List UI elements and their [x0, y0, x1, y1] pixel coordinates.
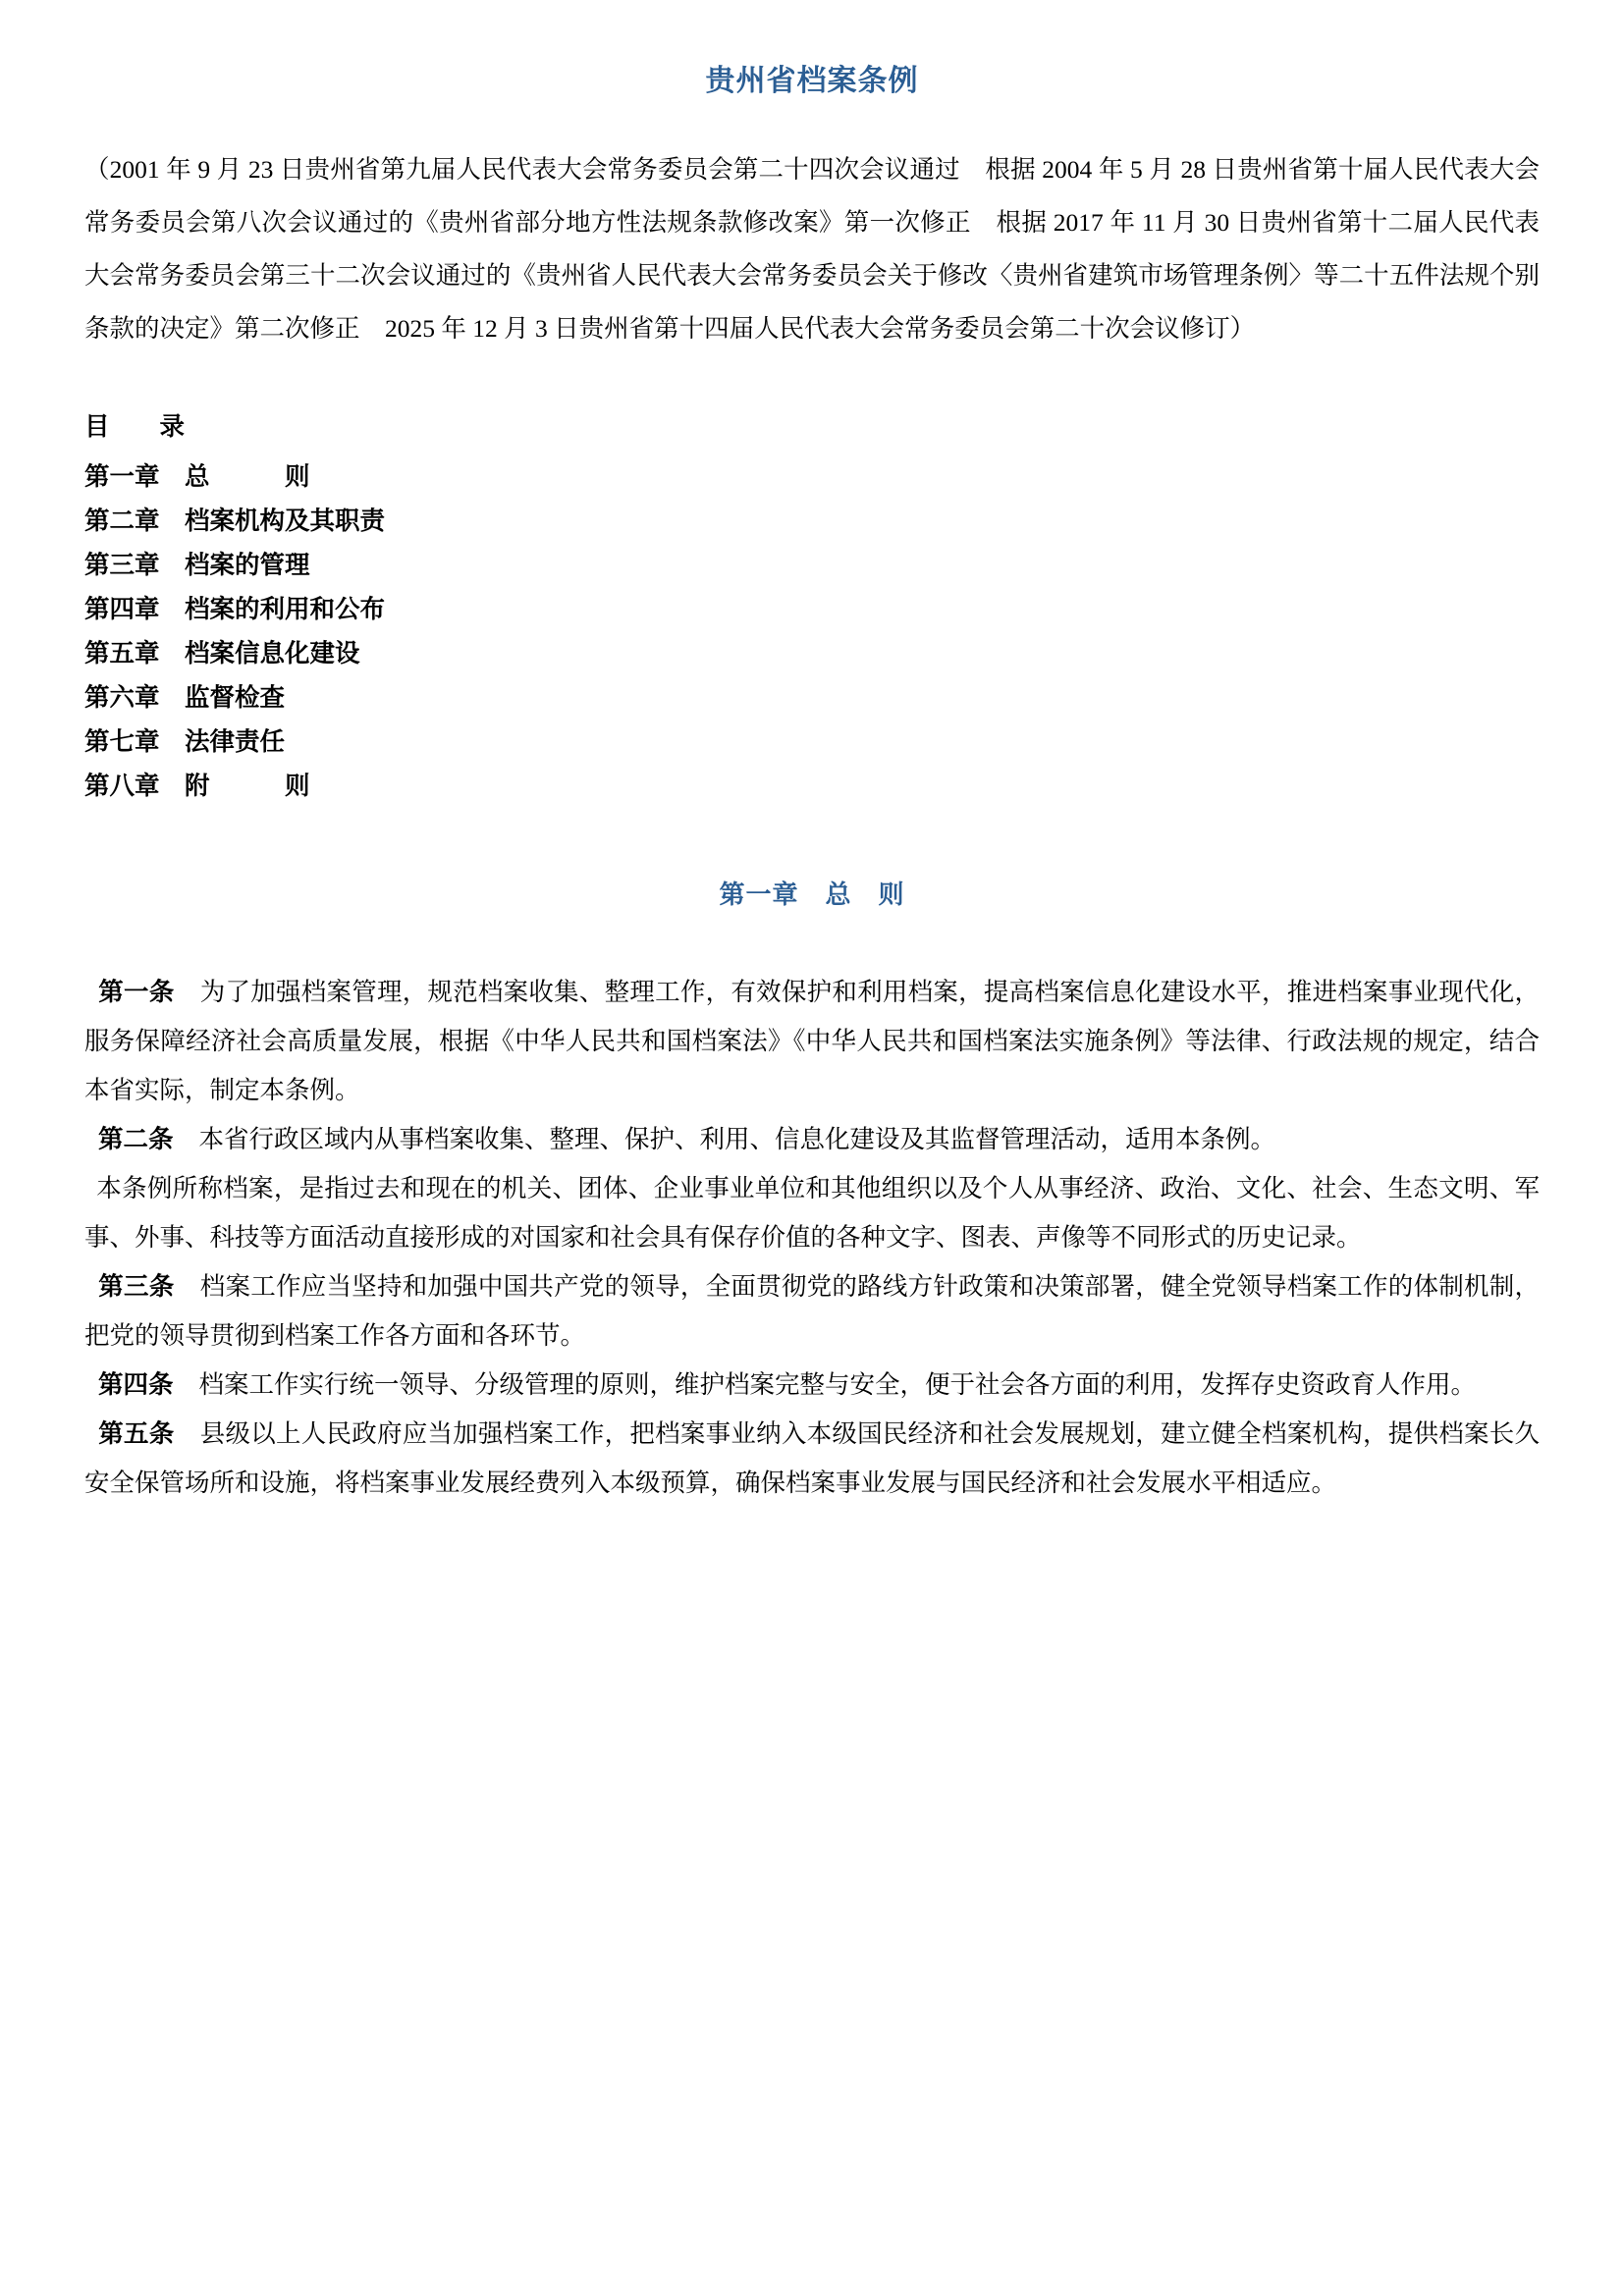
article-2 — [84, 1115, 1540, 1164]
article-4-number: 第四条 — [98, 1370, 174, 1401]
preamble-text: （2001 年 9 月 23 日贵州省第九届人民代表大会常务委员会第二十四次会议通过 根据 2004 年 5 月 28 日贵州省第十届人民代表大会常务委员会第八次会议通过的《贵州省部分地方性法规条款修改案》第一次修正 根据 2017 年 11 月 30 日贵州省第十二届人民代表大会常务委员会第三十二次会议通过的《贵州省人民代表大会常务委员会关于修改〈贵州省建筑市场管理条例〉等二十五件法规个别条款的决定》第二次修正 2025 年 12 月 3 日贵州省第十四届人民代表大会常务委员会第二十次会议修订） — [84, 155, 1540, 343]
article-5-number: 第五条 — [98, 1419, 175, 1450]
article-1-number: 第一条 — [98, 978, 175, 1008]
toc-item-chapter-5[interactable]: 第五章 档案信息化建设 — [84, 639, 360, 668]
article-4 — [84, 1361, 1540, 1410]
article-3-number: 第三条 — [98, 1272, 175, 1303]
article-2-paragraph-2-text: 本条例所称档案，是指过去和现在的机关、团体、企业事业单位和其他组织以及个人从事经济、政治、文化、社会、生态文明、军事、外事、科技等方面活动直接形成的对国家和社会具有保存价值的各种文字、图表、声像等不同形式的历史记录。 — [84, 1174, 1540, 1253]
chapter-heading: 第一章 总 则 — [719, 881, 905, 910]
toc-item-chapter-8[interactable]: 第八章 附 则 — [84, 772, 310, 801]
article-2-number: 第二条 — [98, 1125, 174, 1155]
article-1-text: 为了加强档案管理，规范档案收集、整理工作，有效保护和利用档案，提高档案信息化建设水平，推进档案事业现代化，服务保障经济社会高质量发展，根据《中华人民共和国档案法》《中华人民共和国档案法实施条例》等法律、行政法规的规定，结合本省实际，制定本条例。 — [84, 978, 1540, 1105]
article-2-paragraph-2 — [84, 1164, 1540, 1262]
articles-block — [84, 968, 1540, 1508]
article-4-text: 档案工作实行统一领导、分级管理的原则，维护档案完整与安全，便于社会各方面的利用，发挥存史资政育人作用。 — [198, 1370, 1477, 1400]
toc-item-chapter-1[interactable]: 第一章 总 则 — [84, 462, 310, 492]
preamble-block — [84, 143, 1540, 355]
table-of-contents — [84, 400, 1540, 809]
toc-list — [84, 455, 1540, 809]
article-5 — [84, 1410, 1540, 1508]
toc-heading: 目 录 — [84, 412, 186, 442]
toc-item-chapter-2[interactable]: 第二章 档案机构及其职责 — [84, 507, 386, 536]
toc-item-chapter-7[interactable]: 第七章 法律责任 — [84, 727, 286, 757]
page-title: 贵州省档案条例 — [705, 64, 919, 98]
article-2-text: 本省行政区域内从事档案收集、整理、保护、利用、信息化建设及其监督管理活动，适用本条例。 — [198, 1125, 1276, 1154]
article-3-text: 档案工作应当坚持和加强中国共产党的领导，全面贯彻党的路线方针政策和决策部署，健全党领导档案工作的体制机制，把党的领导贯彻到档案工作各方面和各环节。 — [84, 1272, 1540, 1351]
article-1 — [84, 968, 1540, 1115]
toc-item-chapter-3[interactable]: 第三章 档案的管理 — [84, 551, 310, 580]
toc-item-chapter-6[interactable]: 第六章 监督检查 — [84, 683, 286, 713]
article-5-text: 县级以上人民政府应当加强档案工作，把档案事业纳入本级国民经济和社会发展规划，建立健全档案机构，提供档案长久安全保管场所和设施，将档案事业发展经费列入本级预算，确保档案事业发展与国民经济和社会发展水平相适应。 — [84, 1419, 1540, 1498]
article-3 — [84, 1262, 1540, 1361]
toc-item-chapter-4[interactable]: 第四章 档案的利用和公布 — [84, 595, 386, 624]
